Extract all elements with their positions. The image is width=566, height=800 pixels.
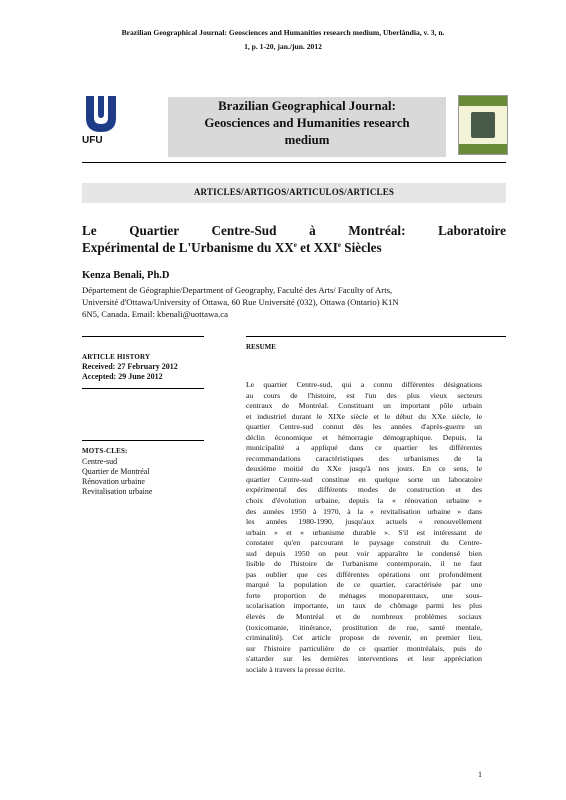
- abstract-top-rule: [246, 336, 506, 337]
- abstract-line: urbain » et « urbanisme durable ». S'il est intéressant de: [246, 527, 482, 537]
- abstract-line: sur l'histoire particulière de ce quartier montréalais, puis de: [246, 643, 482, 653]
- logo-text: UFU: [82, 135, 103, 146]
- abstract-line: et industriel durant le XIXe siècle et le début du XXe siècle, le: [246, 411, 482, 421]
- article-title-line1: Le Quartier Centre-Sud à Montréal: Laboratoire: [82, 223, 506, 238]
- abstract-line: recommandations caractéristiques des urbanismes de la: [246, 453, 482, 463]
- abstract-line: scolarisation importante, un taux de chômage parmi les plus: [246, 601, 482, 611]
- abstract-text: [246, 380, 482, 675]
- abstract-line: des années 1950 à 1970, à la « revitalisation urbaine » dans: [246, 506, 482, 516]
- abstract-line: lisible de l'histoire de l'urbanisme contemporain, il ne faut: [246, 559, 482, 569]
- abstract-line: marqué la population de ce quartier, caractérisée par une: [246, 580, 482, 590]
- journal-title-line1: Brazilian Geographical Journal:: [218, 99, 396, 113]
- keyword-item: Quartier de Montréal: [82, 467, 150, 476]
- author-name: Kenza Benali, Ph.D: [82, 270, 170, 281]
- article-history-label: ARTICLE HISTORY: [82, 353, 151, 361]
- abstract-line: déclin économique et hémorragie démographique. Depuis, la: [246, 432, 482, 442]
- abstract-line: (toxicomanie, itinérance, prostitution de rue, santé mentale,: [246, 622, 482, 632]
- resume-label: RESUME: [246, 343, 276, 351]
- abstract-line: choix d'évolution urbaine, depuis la « rénovation urbaine »: [246, 496, 482, 506]
- abstract-line: au cours de l'histoire, est l'un des plus vieux secteurs: [246, 390, 482, 400]
- article-title-line2: Expérimental de L'Urbanisme du XXe et XXIe Siècles: [82, 240, 382, 255]
- journal-cover-image: [458, 95, 508, 155]
- header-rule: [82, 162, 506, 163]
- keywords-label: MOTS-CLES:: [82, 447, 128, 455]
- abstract-line: forte proportion de ménages monoparentaux, une sous-: [246, 590, 482, 600]
- history-rule: [82, 388, 204, 389]
- running-header: [60, 26, 506, 54]
- abstract-line: centraux de Montréal. Constituant un important pôle urbain: [246, 401, 482, 411]
- journal-title-line3: medium: [284, 133, 330, 147]
- journal-title: [168, 98, 446, 149]
- keyword-item: Rénovation urbaine: [82, 477, 145, 486]
- running-header-line1: Brazilian Geographical Journal: Geosciences and Humanities research medium, Uberlândia, v. 3, n.: [121, 28, 445, 37]
- abstract-line: criminalité). Cet article propose de revenir, en premier lieu,: [246, 633, 482, 643]
- abstract-line: quartier Centre-sud connut dès les années d'après-guerre un: [246, 422, 482, 432]
- abstract-line: les années 1980-1990, jusqu'aux actuels « renouvellement: [246, 517, 482, 527]
- abstract-line: s'attarder sur les dernières interventions et leur appréciation: [246, 654, 482, 664]
- keyword-item: Centre-sud: [82, 457, 118, 466]
- abstract-line: pas oublier que ces différentes opérations ont profondément: [246, 569, 482, 579]
- received-date: Received: 27 February 2012: [82, 362, 178, 371]
- keywords-rule: [82, 440, 204, 441]
- author-affiliation: Département de Géographie/Department of Geography, Faculté des Arts/ Faculty of Arts, Université d'Ottawa/University of Ottawa, 60 Rue Université (032), Ottawa (Ontario) K1N 6N5, Canada. Email: kbenali@uottawa.ca: [82, 285, 399, 319]
- abstract-line: expérimental des différents modes de construction et des: [246, 485, 482, 495]
- accepted-date: Accepted: 29 June 2012: [82, 372, 163, 381]
- sidebar-top-rule: [82, 336, 204, 337]
- section-label: ARTICLES/ARTIGOS/ARTICULOS/ARTICLES: [193, 187, 395, 197]
- abstract-line: deuxième moitié du XXe jusqu'à nos jours. En ce sens, le: [246, 464, 482, 474]
- abstract-line: constater qu'en parcourant le paysage construit du Centre-: [246, 538, 482, 548]
- abstract-line: quartier Centre-sud constitue en quelque sorte un laboratoire: [246, 474, 482, 484]
- abstract-line: sociale à travers la presse écrite.: [246, 664, 346, 674]
- abstract-line: Le quartier Centre-sud, qui a connu différentes désignations: [246, 380, 482, 389]
- journal-title-line2: Geosciences and Humanities research: [204, 116, 410, 130]
- keyword-item: Revitalisation urbaine: [82, 487, 153, 496]
- abstract-line: sud depuis 1950 on peut voir apparaître le condensé bien: [246, 548, 482, 558]
- running-header-line2: 1, p. 1-20, jan./jun. 2012: [244, 42, 322, 51]
- abstract-line: élevés de Montréal et de nombreux problèmes sociaux: [246, 612, 482, 622]
- page-number: 1: [478, 770, 482, 779]
- abstract-line: municipalité a appliqué dans ce quartier les différentes: [246, 443, 482, 453]
